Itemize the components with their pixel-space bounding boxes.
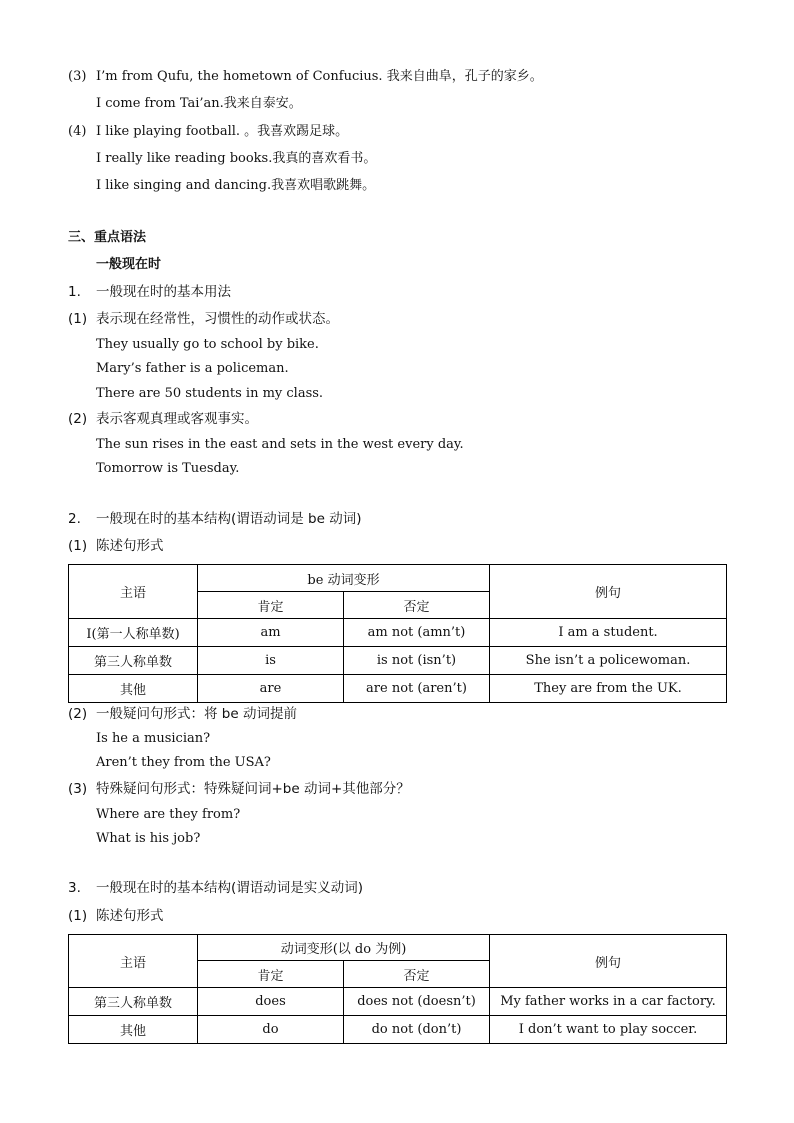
cell-subject: 其他 <box>69 675 198 703</box>
part-number: 1. <box>68 284 81 300</box>
example-sentence: There are 50 students in my class. <box>96 386 324 401</box>
cell-negative: does not (doesn’t) <box>344 988 490 1016</box>
sub-number: (2) <box>68 411 88 427</box>
cell-example: I don’t want to play soccer. <box>490 1016 727 1044</box>
sub-number: (1) <box>68 538 88 554</box>
header-verb-forms: 动词变形(以 do 为例) <box>198 935 490 961</box>
part-number: 3. <box>68 880 81 896</box>
sub-title: 表示客观真理或客观事实。 <box>96 411 258 427</box>
cell-positive: do <box>198 1016 344 1044</box>
cell-negative: are not (aren’t) <box>344 675 490 703</box>
sub-title: 陈述句形式 <box>96 908 164 924</box>
table-row <box>69 988 727 1016</box>
sub-number: (1) <box>68 311 88 327</box>
part-title: 一般现在时的基本结构(谓语动词是实义动词) <box>96 880 364 896</box>
example-sentence: Is he a musician? <box>96 731 211 746</box>
table-row <box>69 675 727 703</box>
sub-title: 特殊疑问句形式：特殊疑问词+be 动词+其他部分？ <box>96 781 410 797</box>
example-sentence: What is his job? <box>96 831 201 846</box>
header-positive: 肯定 <box>198 592 344 619</box>
part-title: 一般现在时的基本结构(谓语动词是 be 动词) <box>96 511 362 527</box>
cell-negative: am not (amn’t) <box>344 619 490 647</box>
cell-positive: is <box>198 647 344 675</box>
cell-example: My father works in a car factory. <box>490 988 727 1016</box>
sub-number: (1) <box>68 908 88 924</box>
header-example: 例句 <box>490 935 727 988</box>
cell-subject: 其他 <box>69 1016 198 1044</box>
text-line: I like singing and dancing.我喜欢唱歌跳舞。 <box>96 178 376 193</box>
sub-title: 陈述句形式 <box>96 538 164 554</box>
section-heading: 三、重点语法 <box>68 230 147 245</box>
sub-number: (3) <box>68 781 88 797</box>
part-title: 一般现在时的基本用法 <box>96 284 231 300</box>
cell-negative: is not (isn’t) <box>344 647 490 675</box>
header-positive: 肯定 <box>198 961 344 988</box>
item-number: (3) <box>68 69 87 84</box>
text-line: I come from Tai’an.我来自泰安。 <box>96 96 302 111</box>
item-number: (4) <box>68 124 87 139</box>
cell-example: She isn’t a policewoman. <box>490 647 727 675</box>
example-sentence: Tomorrow is Tuesday. <box>96 461 240 476</box>
verb-table <box>68 934 727 1044</box>
cell-example: They are from the UK. <box>490 675 727 703</box>
part-number: 2. <box>68 511 81 527</box>
table-row <box>69 619 727 647</box>
sub-title: 一般疑问句形式：将 be 动词提前 <box>96 706 297 722</box>
example-sentence: Aren’t they from the USA? <box>96 755 271 770</box>
text-line: I’m from Qufu, the hometown of Confucius. 我来自曲阜，孔子的家乡。 <box>96 69 543 84</box>
cell-negative: do not (don’t) <box>344 1016 490 1044</box>
header-subject: 主语 <box>69 565 198 619</box>
cell-positive: are <box>198 675 344 703</box>
cell-positive: does <box>198 988 344 1016</box>
header-negative: 否定 <box>344 592 490 619</box>
cell-subject: 第三人称单数 <box>69 988 198 1016</box>
table-row <box>69 647 727 675</box>
header-example: 例句 <box>490 565 727 619</box>
sub-number: (2) <box>68 706 88 722</box>
header-verb-forms: be 动词变形 <box>198 565 490 592</box>
table-row <box>69 1016 727 1044</box>
example-sentence: The sun rises in the east and sets in the west every day. <box>96 437 464 452</box>
text-line: I really like reading books.我真的喜欢看书。 <box>96 151 377 166</box>
text-line: I like playing football. 。我喜欢踢足球。 <box>96 124 349 139</box>
cell-subject: I(第一人称单数) <box>69 619 198 647</box>
be-verb-table <box>68 564 727 703</box>
cell-positive: am <box>198 619 344 647</box>
header-subject: 主语 <box>69 935 198 988</box>
sub-title: 表示现在经常性，习惯性的动作或状态。 <box>96 311 339 327</box>
example-sentence: They usually go to school by bike. <box>96 337 319 352</box>
example-sentence: Where are they from? <box>96 807 241 822</box>
cell-example: I am a student. <box>490 619 727 647</box>
cell-subject: 第三人称单数 <box>69 647 198 675</box>
header-negative: 否定 <box>344 961 490 988</box>
example-sentence: Mary’s father is a policeman. <box>96 361 289 376</box>
section-subheading: 一般现在时 <box>96 257 162 272</box>
